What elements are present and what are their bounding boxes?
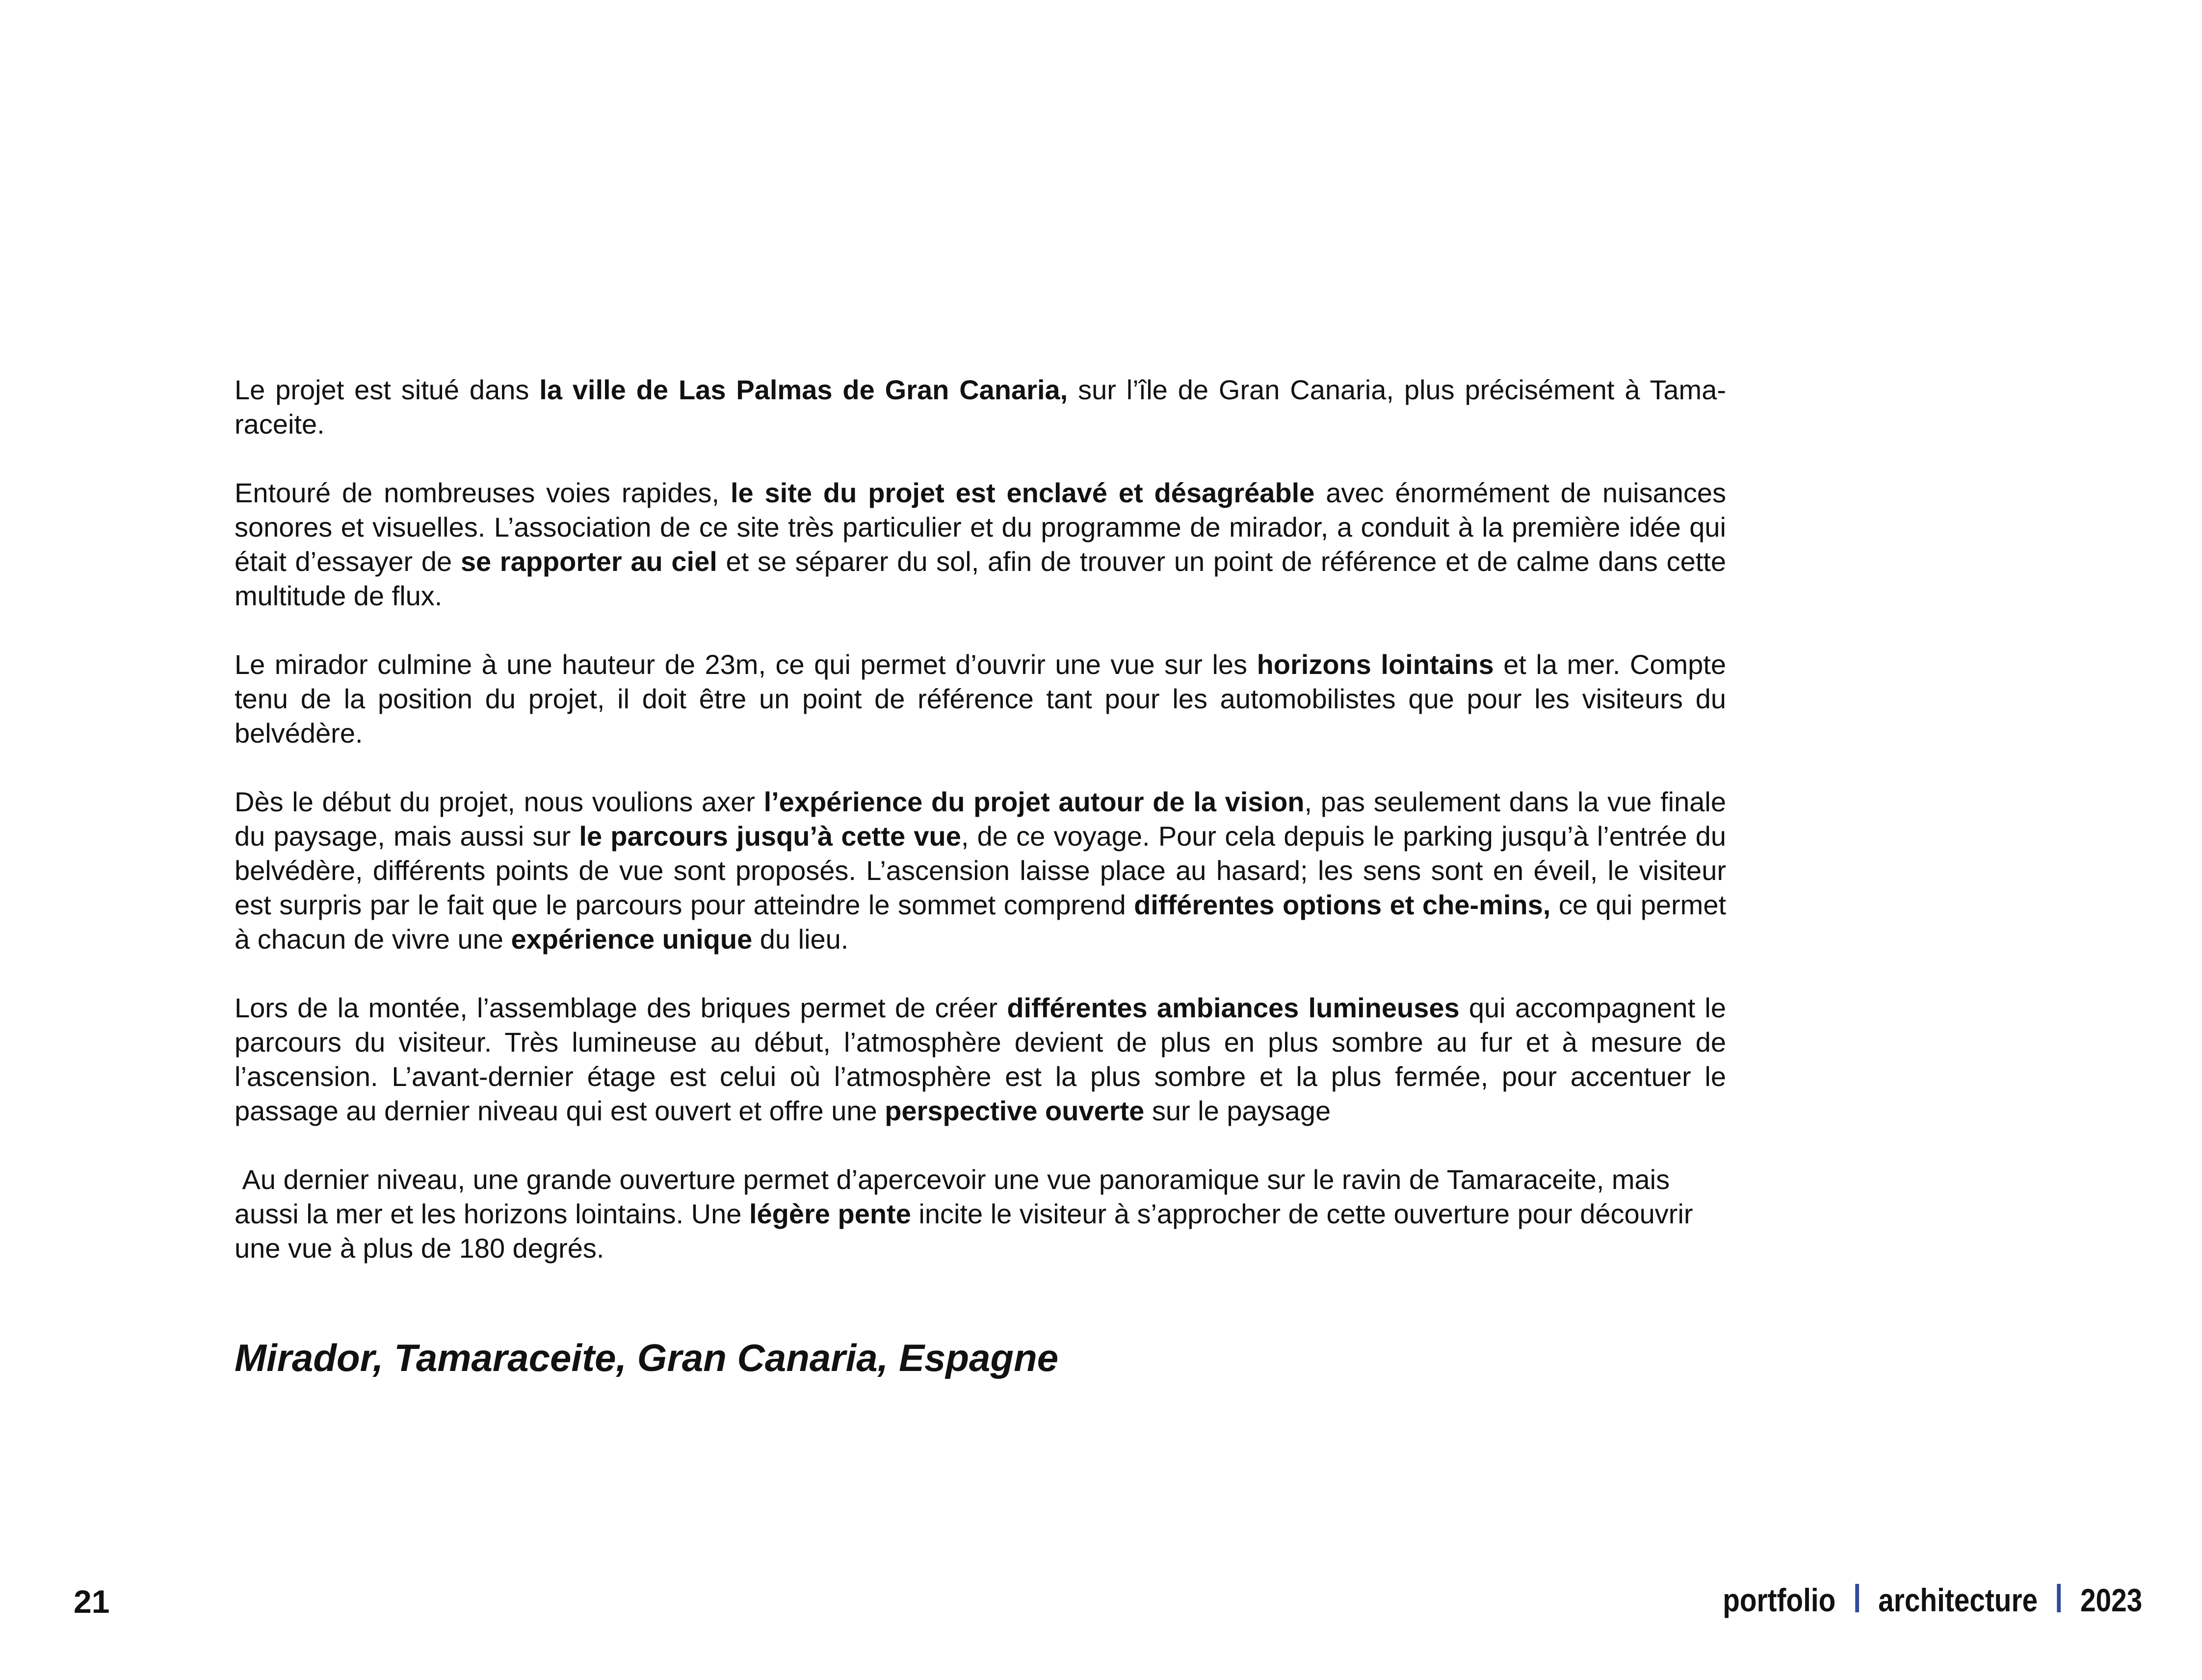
bold-phrase: expérience unique	[511, 924, 753, 955]
text-run: et se séparer du sol, afin de trouver un point de référence et de calme dans cette multitude de flux.	[235, 546, 1726, 611]
bold-phrase: perspective ouverte	[885, 1095, 1145, 1126]
text-run: Au dernier niveau, une grande ouverture permet d’apercevoir une vue panoramique sur le ravin de Tamaraceite, mais aussi la mer et les horizons lointains. Une	[235, 1164, 1670, 1229]
text-run: Dès le début du projet, nous voulions axer	[235, 786, 764, 817]
text-run: du lieu.	[752, 924, 849, 955]
paragraph-2	[235, 476, 1726, 613]
footer-separator-1	[1855, 1584, 1859, 1612]
text-run: incite le visiteur à s’approcher de cette ouverture pour découvrir une vue à plus de 180 degrés.	[235, 1198, 1693, 1264]
bold-phrase: différentes options et che-​mins,	[1134, 889, 1551, 920]
bold-phrase: le site du projet est enclavé et désagréable	[730, 477, 1315, 508]
text-run: , pas seulement dans la vue finale du paysage, mais aussi sur	[235, 786, 1726, 852]
footer-separator-2	[2057, 1584, 2061, 1612]
bold-phrase: différentes ambiances lumineuses	[1007, 992, 1460, 1023]
paragraph-4	[235, 785, 1726, 956]
bold-phrase: légère pente	[749, 1198, 911, 1229]
bold-phrase: la ville de Las Palmas de Gran Canaria,	[539, 374, 1068, 405]
text-run: sur le paysage	[1144, 1095, 1331, 1126]
project-title: Mirador, Tamaraceite, Gran Canaria, Espagne	[235, 1336, 1059, 1379]
bold-phrase: se rapporter au ciel	[460, 546, 717, 577]
footer-portfolio: portfolio	[1722, 1582, 1836, 1618]
text-run: Le mirador culmine à une hauteur de 23m, ce qui permet d’ouvrir une vue sur les	[235, 649, 1257, 680]
text-run: Le projet est situé dans	[235, 374, 540, 405]
paragraph-1	[235, 373, 1726, 441]
bold-phrase: horizons lointains	[1257, 649, 1494, 680]
paragraph-3	[235, 647, 1726, 750]
text-run: et la mer. Compte tenu de la position du projet, il doit être un point de référence tant pour les automobilistes que pour les visiteurs du belvédère.	[235, 649, 1726, 749]
text-run: Entouré de nombreuses voies rapides,	[235, 477, 731, 508]
text-run: avec énormément de nuisances sonores et visuelles. L’association de ce site très particulier et du programme de mirador, a conduit à la première idée qui était d’essayer de	[235, 477, 1726, 577]
footer-tag	[1723, 1580, 2142, 1620]
text-run: qui accompagnent le parcours du visiteur. Très lumineuse au début, l’atmosphère devient de plus en plus sombre au fur et à mesure de l’ascension. L’avant-dernier étage est celui où l’atmosphère est la plus sombre et la plus fermée, pour accentuer le passage au dernier niveau qui est ouvert et offre une	[235, 992, 1726, 1126]
page-number: 21	[74, 1583, 110, 1620]
paragraph-6	[235, 1163, 1726, 1266]
paragraph-5	[235, 991, 1726, 1128]
text-run: ce qui permet à chacun de vivre une	[235, 889, 1727, 955]
footer-architecture: architecture	[1878, 1582, 2038, 1618]
text-run: sur l’île de Gran Canaria, plus précisément à Tama-​raceite.	[235, 374, 1726, 439]
bold-phrase: l’expérience du projet autour de la vision	[763, 786, 1305, 817]
bold-phrase: le parcours jusqu’à cette vue	[579, 821, 961, 852]
text-run: , de ce voyage. Pour cela depuis le parking jusqu’à l’entrée du belvédère, différents points de vue sont proposés. L’ascension laisse place au hasard; les sens sont en éveil, le visiteur est surpris par le fait que le parcours pour atteindre le sommet comprend	[235, 821, 1727, 920]
text-run: Lors de la montée, l’assemblage des briques permet de créer	[235, 992, 1007, 1023]
footer-year: 2023	[2080, 1582, 2142, 1618]
body-text	[235, 373, 1726, 1300]
